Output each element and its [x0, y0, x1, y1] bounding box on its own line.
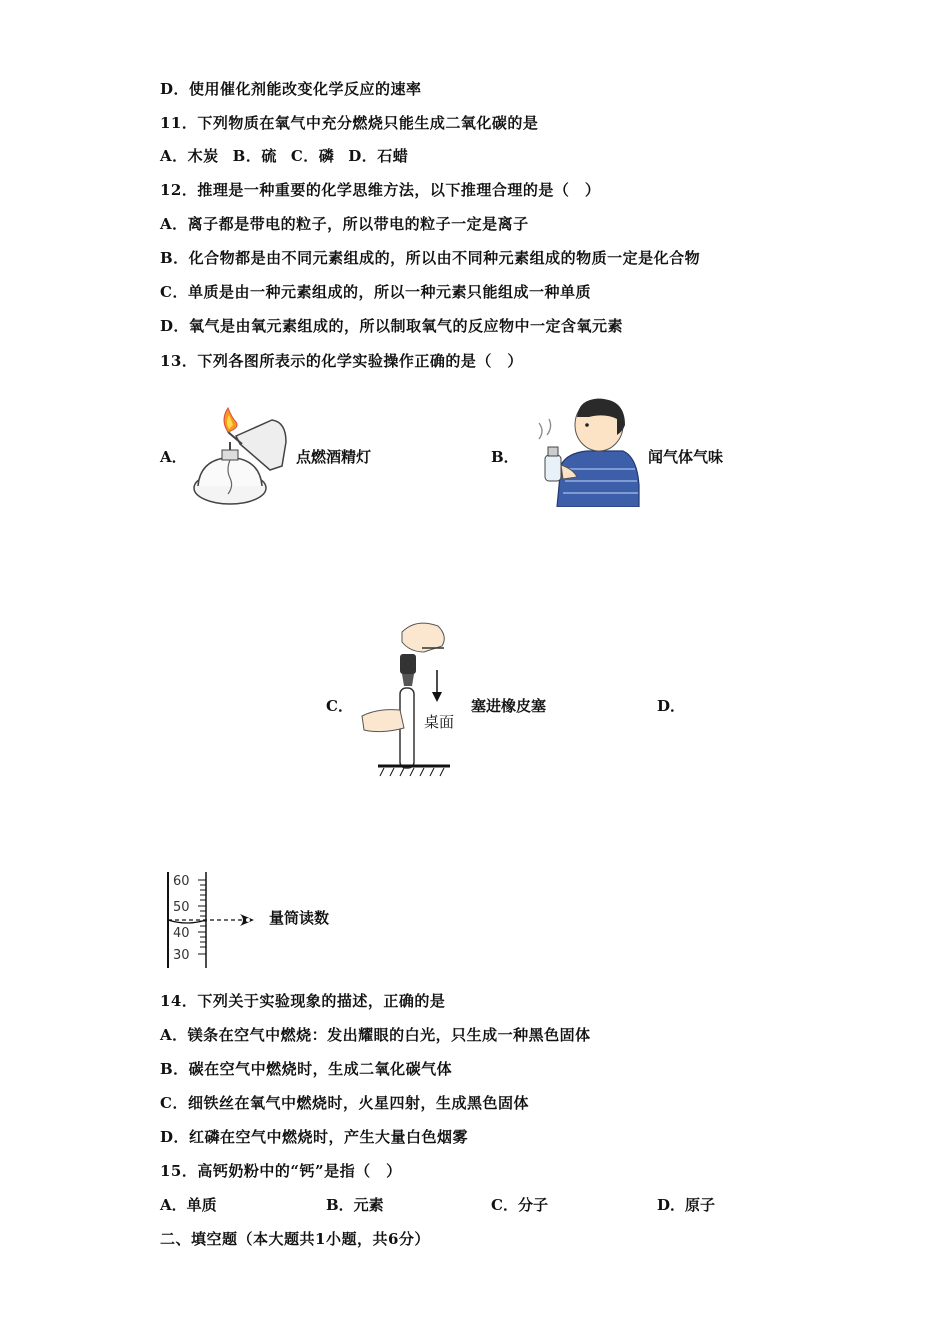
tick-40: 40 — [173, 926, 190, 941]
q12-option-b: B．化合物都是由不同元素组成的，所以由不同种元素组成的物质一定是化合物 — [160, 249, 701, 267]
q11-options — [160, 145, 422, 166]
q13-b-caption: 闻气体气味 — [648, 448, 724, 466]
q13-c-letter: C． — [326, 697, 353, 715]
tick-30: 30 — [173, 948, 190, 963]
q11-option-b: B．硫 — [232, 147, 277, 165]
tick-50: 50 — [173, 900, 190, 915]
q14-option-d: D．红磷在空气中燃烧时，产生大量白色烟雾 — [160, 1128, 469, 1146]
q10-option-d: D．使用催化剂能改变化学反应的速率 — [160, 80, 422, 98]
graduated-cylinder-illustration — [160, 868, 270, 972]
q14-stem: 14．下列关于实验现象的描述，正确的是 — [160, 992, 446, 1010]
q14-option-b: B．碳在空气中燃烧时，生成二氧化碳气体 — [160, 1060, 453, 1078]
q15-option-b: B．元素 — [326, 1196, 384, 1214]
q12-option-a: A．离子都是带电的粒子，所以带电的粒子一定是离子 — [160, 215, 529, 233]
q14-option-a: A．镁条在空气中燃烧：发出耀眼的白光，只生成一种黑色固体 — [160, 1026, 591, 1044]
q11-option-a: A．木炭 — [160, 147, 219, 165]
smell-gas-illustration — [527, 395, 642, 507]
q13-a-caption: 点燃酒精灯 — [296, 448, 372, 466]
q13-stem: 13．下列各图所表示的化学实验操作正确的是（ ） — [160, 352, 523, 370]
tick-60: 60 — [173, 874, 190, 889]
q15-stem: 15．高钙奶粉中的“钙”是指（ ） — [160, 1162, 402, 1180]
q12-stem: 12．推理是一种重要的化学思维方法，以下推理合理的是（ ） — [160, 181, 601, 199]
desk-label: 桌面 — [424, 713, 455, 731]
q15-option-d: D．原子 — [657, 1196, 716, 1214]
q13-a-letter: A． — [160, 448, 187, 466]
q12-option-c: C．单质是由一种元素组成的，所以一种元素只能组成一种单质 — [160, 283, 591, 301]
q11-stem: 11．下列物质在氧气中充分燃烧只能生成二氧化碳的是 — [160, 114, 539, 132]
alcohol-lamp-illustration — [190, 400, 295, 510]
q14-option-c: C．细铁丝在氧气中燃烧时，火星四射，生成黑色固体 — [160, 1094, 529, 1112]
q13-d-caption: 量筒读数 — [269, 909, 330, 927]
q11-option-c: C．磷 — [290, 147, 335, 165]
rubber-stopper-illustration — [358, 618, 468, 778]
q13-d-letter: D． — [657, 697, 686, 715]
q15-option-c: C．分子 — [491, 1196, 548, 1214]
q15-option-a: A．单质 — [160, 1196, 217, 1214]
section-2-title: 二、填空题（本大题共1小题，共6分） — [160, 1230, 430, 1248]
q13-b-letter: B． — [491, 448, 519, 466]
q13-c-caption: 塞进橡皮塞 — [471, 697, 547, 715]
q11-option-d: D．石蜡 — [348, 147, 409, 165]
q12-option-d: D．氧气是由氧元素组成的，所以制取氧气的反应物中一定含氧元素 — [160, 317, 624, 335]
